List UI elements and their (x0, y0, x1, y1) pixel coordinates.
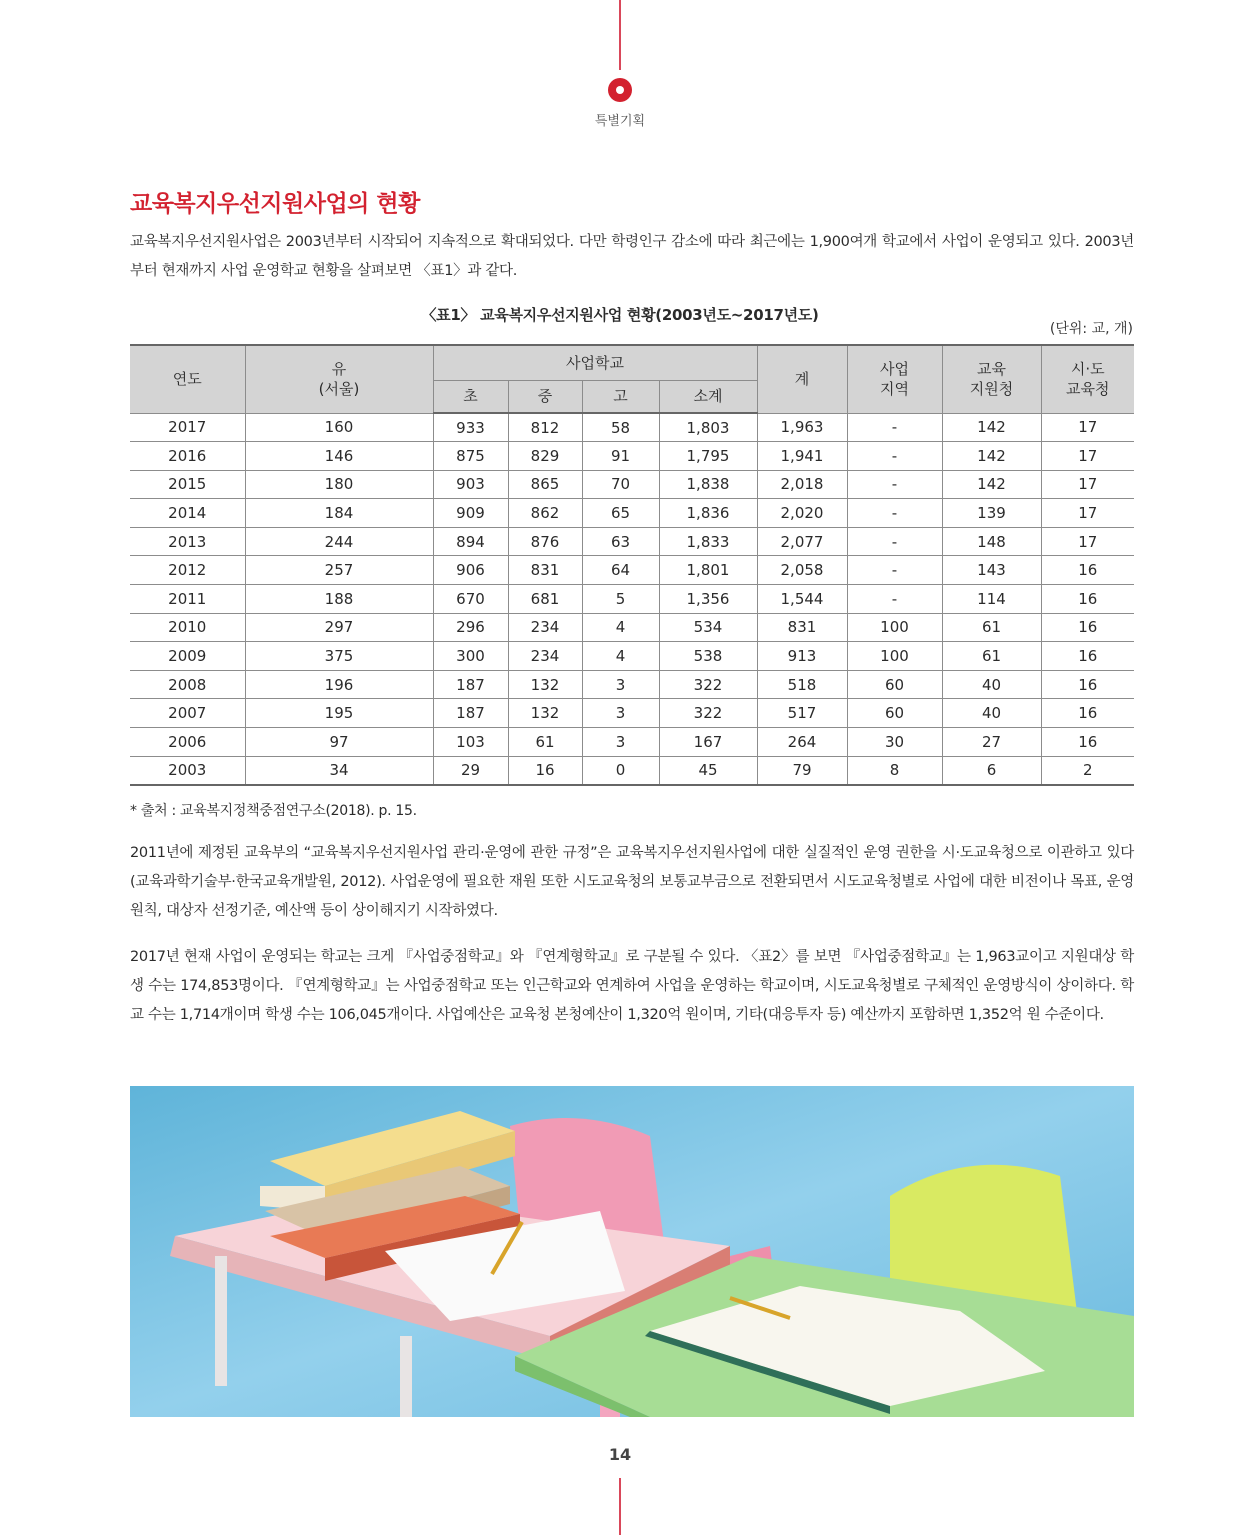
table-cell: 195 (245, 699, 433, 728)
table-cell: 139 (942, 499, 1041, 528)
table-cell: 2,058 (757, 556, 847, 585)
table-cell: 534 (659, 613, 757, 642)
table-cell: 27 (942, 728, 1041, 757)
table-cell: 234 (508, 642, 582, 671)
table-cell: 16 (508, 756, 582, 785)
header-education-office: 교육 지원청 (942, 345, 1041, 413)
table-cell: 1,838 (659, 470, 757, 499)
table-cell: 40 (942, 670, 1041, 699)
table-cell: 34 (245, 756, 433, 785)
table-cell: 64 (582, 556, 659, 585)
table-cell: 903 (433, 470, 508, 499)
table-cell: 2,077 (757, 527, 847, 556)
table-cell: 1,544 (757, 585, 847, 614)
table-cell: 829 (508, 442, 582, 471)
table-cell: 2 (1041, 756, 1134, 785)
table-cell: 4 (582, 613, 659, 642)
table-cell: 61 (508, 728, 582, 757)
table-cell: 187 (433, 670, 508, 699)
table-cell: 2,018 (757, 470, 847, 499)
table-cell: 184 (245, 499, 433, 528)
table-cell: 16 (1041, 642, 1134, 671)
table-cell: 913 (757, 642, 847, 671)
header-middle: 중 (508, 380, 582, 413)
table-cell: 79 (757, 756, 847, 785)
table-cell: - (847, 413, 942, 442)
table-cell: 812 (508, 413, 582, 442)
table-cell: 63 (582, 527, 659, 556)
table-cell: 70 (582, 470, 659, 499)
table-row (130, 670, 1134, 699)
table-cell: 143 (942, 556, 1041, 585)
table-cell: - (847, 527, 942, 556)
table-cell: 322 (659, 699, 757, 728)
table-cell: 187 (433, 699, 508, 728)
table-row (130, 556, 1134, 585)
table-cell: 16 (1041, 699, 1134, 728)
table-cell: 60 (847, 699, 942, 728)
table-cell: 196 (245, 670, 433, 699)
header-year: 연도 (130, 345, 245, 413)
table-caption: 〈표1〉 교육복지우선지원사업 현황(2003년도~2017년도) (421, 306, 819, 324)
table-cell: 65 (582, 499, 659, 528)
table-cell: 2006 (130, 728, 245, 757)
table-cell: 1,801 (659, 556, 757, 585)
table-cell: - (847, 470, 942, 499)
table-cell: 142 (942, 442, 1041, 471)
table-cell: 142 (942, 413, 1041, 442)
table-cell: 244 (245, 527, 433, 556)
table-cell: 518 (757, 670, 847, 699)
table-cell: 300 (433, 642, 508, 671)
table-row (130, 499, 1134, 528)
header-metro-office: 시·도 교육청 (1041, 345, 1134, 413)
table-cell: 91 (582, 442, 659, 471)
table-cell: 2010 (130, 613, 245, 642)
table-cell: 2011 (130, 585, 245, 614)
header-project-schools: 사업학교 (433, 345, 757, 380)
page-number: 14 (608, 1445, 632, 1464)
table-cell: 517 (757, 699, 847, 728)
table-cell: 4 (582, 642, 659, 671)
table-cell: 5 (582, 585, 659, 614)
table-row (130, 642, 1134, 671)
table-cell: 2007 (130, 699, 245, 728)
table-cell: 1,941 (757, 442, 847, 471)
table-cell: 16 (1041, 728, 1134, 757)
table-cell: 234 (508, 613, 582, 642)
table-cell: 58 (582, 413, 659, 442)
table-cell: 894 (433, 527, 508, 556)
table-cell: 862 (508, 499, 582, 528)
table-row (130, 728, 1134, 757)
table-cell: 3 (582, 699, 659, 728)
table-cell: 188 (245, 585, 433, 614)
table-cell: 114 (942, 585, 1041, 614)
table-cell: 538 (659, 642, 757, 671)
table-cell: - (847, 499, 942, 528)
table-cell: 933 (433, 413, 508, 442)
table-cell: 2012 (130, 556, 245, 585)
table-cell: 264 (757, 728, 847, 757)
table-cell: 17 (1041, 499, 1134, 528)
table-cell: 2016 (130, 442, 245, 471)
table-cell: 2013 (130, 527, 245, 556)
table-cell: 375 (245, 642, 433, 671)
table-cell: 146 (245, 442, 433, 471)
section-bullet-icon (608, 78, 632, 102)
table-cell: 45 (659, 756, 757, 785)
table-cell: 1,963 (757, 413, 847, 442)
table-row (130, 756, 1134, 785)
header-total: 계 (757, 345, 847, 413)
table-row (130, 413, 1134, 442)
table-cell: 17 (1041, 413, 1134, 442)
table-cell: 831 (508, 556, 582, 585)
table-cell: 865 (508, 470, 582, 499)
header-elementary: 초 (433, 380, 508, 413)
table-cell: 16 (1041, 556, 1134, 585)
table-cell: 6 (942, 756, 1041, 785)
table-cell: 257 (245, 556, 433, 585)
table-cell: 2003 (130, 756, 245, 785)
table-cell: 103 (433, 728, 508, 757)
table-cell: 1,803 (659, 413, 757, 442)
table-cell: 909 (433, 499, 508, 528)
table-row (130, 442, 1134, 471)
table-cell: 681 (508, 585, 582, 614)
table-cell: 100 (847, 613, 942, 642)
table-cell: 1,833 (659, 527, 757, 556)
header-subtotal: 소계 (659, 380, 757, 413)
table-cell: 61 (942, 613, 1041, 642)
table-cell: - (847, 585, 942, 614)
header-project-region: 사업 지역 (847, 345, 942, 413)
table-cell: 2,020 (757, 499, 847, 528)
header-high: 고 (582, 380, 659, 413)
table-row (130, 527, 1134, 556)
section-label: 특별기획 (594, 114, 646, 129)
table-cell: 160 (245, 413, 433, 442)
table-cell: 322 (659, 670, 757, 699)
table-cell: 132 (508, 699, 582, 728)
school-status-table (130, 344, 1134, 786)
table-cell: - (847, 442, 942, 471)
regulation-paragraph: 2011년에 제정된 교육부의 “교육복지우선지원사업 관리·운영에 관한 규정”은 교육복지우선지원사업에 대한 실질적인 운영 권한을 시·도교육청으로 이관하고 있다(교육과학기술부·한국교육개발원, 2012). 사업운영에 필요한 재원 또한 시도교육청의 보통교부금으로 전환되면서 시도교육청별로 사업에 대한 비전이나 목표, 운영원칙, 대상자 선정기준, 예산액 등이 상이해지기 시작하였다. (130, 845, 1134, 919)
table-row (130, 585, 1134, 614)
table-cell: 17 (1041, 442, 1134, 471)
table-cell: 16 (1041, 670, 1134, 699)
table-row (130, 470, 1134, 499)
table-cell: 875 (433, 442, 508, 471)
table-cell: 2015 (130, 470, 245, 499)
table-cell: 3 (582, 728, 659, 757)
table-cell: 17 (1041, 527, 1134, 556)
table-cell: 167 (659, 728, 757, 757)
table-row (130, 699, 1134, 728)
table-row (130, 613, 1134, 642)
table-cell: 30 (847, 728, 942, 757)
table-cell: 296 (433, 613, 508, 642)
table-cell: - (847, 556, 942, 585)
table-cell: 17 (1041, 470, 1134, 499)
table-cell: 148 (942, 527, 1041, 556)
table-cell: 3 (582, 670, 659, 699)
header-kindergarten: 유 (서울) (245, 345, 433, 413)
table-cell: 297 (245, 613, 433, 642)
table-cell: 2008 (130, 670, 245, 699)
table-cell: 2014 (130, 499, 245, 528)
table-cell: 1,795 (659, 442, 757, 471)
table-cell: 876 (508, 527, 582, 556)
table-cell: 670 (433, 585, 508, 614)
table-cell: 29 (433, 756, 508, 785)
table-cell: 40 (942, 699, 1041, 728)
table-cell: 8 (847, 756, 942, 785)
table-cell: 61 (942, 642, 1041, 671)
table-cell: 906 (433, 556, 508, 585)
page-heading: 교육복지우선지원사업의 현황 (130, 191, 420, 217)
table-cell: 2017 (130, 413, 245, 442)
table-source: * 출처 : 교육복지정책중점연구소(2018). p. 15. (130, 803, 417, 819)
table-cell: 132 (508, 670, 582, 699)
table-cell: 100 (847, 642, 942, 671)
table-cell: 1,356 (659, 585, 757, 614)
classroom-desks-photo (130, 1086, 1134, 1417)
table-cell: 97 (245, 728, 433, 757)
table-cell: 180 (245, 470, 433, 499)
school-types-paragraph: 2017년 현재 사업이 운영되는 학교는 크게 『사업중점학교』와 『연계형학교』로 구분될 수 있다. 〈표2〉를 보면 『사업중점학교』는 1,963교이고 지원대상 학생 수는 174,853명이다. 『연계형학교』는 사업중점학교 또는 인근학교와 연계하여 사업을 운영하는 학교이며, 시도교육청별로 구체적인 운영방식이 상이하다. 학교 수는 1,714개이며 학생 수는 106,045개이다. 사업예산은 교육청 본청예산이 1,320억 원이며, 기타(대응투자 등) 예산까지 포함하면 1,352억 원 수준이다. (130, 949, 1134, 1023)
bottom-divider-line (619, 1478, 621, 1535)
table-cell: 2009 (130, 642, 245, 671)
table-unit: (단위: 교, 개) (1049, 321, 1133, 337)
table-cell: 1,836 (659, 499, 757, 528)
table-cell: 16 (1041, 585, 1134, 614)
top-divider-line (619, 0, 621, 70)
table-cell: 16 (1041, 613, 1134, 642)
table-cell: 142 (942, 470, 1041, 499)
intro-paragraph: 교육복지우선지원사업은 2003년부터 시작되어 지속적으로 확대되었다. 다만 학령인구 감소에 따라 최근에는 1,900여개 학교에서 사업이 운영되고 있다. 2003년부터 현재까지 사업 운영학교 현황을 살펴보면 〈표1〉과 같다. (130, 234, 1134, 279)
table-cell: 60 (847, 670, 942, 699)
table-cell: 831 (757, 613, 847, 642)
table-cell: 0 (582, 756, 659, 785)
